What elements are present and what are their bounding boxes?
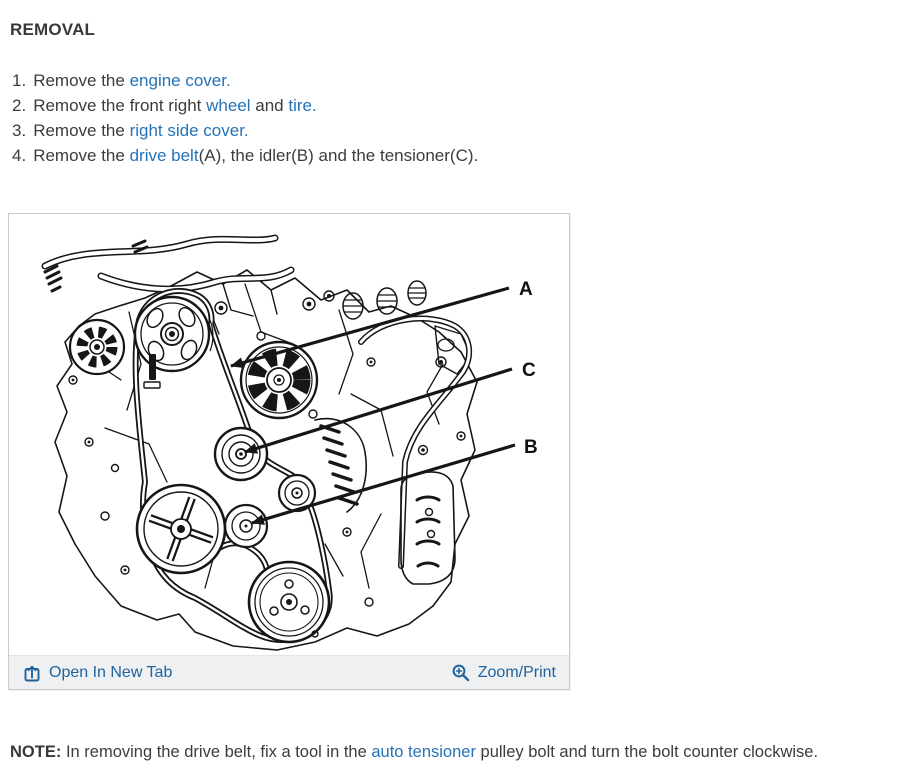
tire-link[interactable]: tire. xyxy=(288,96,317,115)
wheel-link[interactable]: wheel xyxy=(206,96,251,115)
heat-shield xyxy=(401,472,455,584)
step-text: Remove the xyxy=(33,146,130,165)
fan-pulley xyxy=(70,320,124,374)
crankshaft-pulley xyxy=(249,562,329,642)
note-body: pulley bolt and turn the bolt counter clockwise. xyxy=(475,743,819,761)
step-text: Remove the xyxy=(33,71,130,90)
step-number: 3. xyxy=(12,121,27,140)
zoom-print-link[interactable] xyxy=(451,663,556,683)
step-text: Remove the xyxy=(33,121,130,140)
step-number: 4. xyxy=(12,146,27,165)
label-c: C xyxy=(522,360,536,381)
note-body: In removing the drive belt, fix a tool in the xyxy=(65,743,372,761)
zoom-print-label: Zoom/Print xyxy=(477,663,556,681)
auto-tensioner-link[interactable]: auto tensioner xyxy=(371,743,476,761)
engine-diagram xyxy=(9,214,569,655)
label-a: A xyxy=(519,279,533,300)
step-text: and xyxy=(250,96,289,115)
right-side-cover-link[interactable]: right side cover. xyxy=(129,121,249,140)
figure-panel xyxy=(8,213,570,690)
compressor-pulley xyxy=(137,485,225,573)
idler-pulley xyxy=(225,505,267,547)
label-b: B xyxy=(524,437,538,458)
intake-details xyxy=(343,281,469,566)
open-in-new-tab-label: Open In New Tab xyxy=(49,663,173,681)
drive-belt-link[interactable]: drive belt xyxy=(129,146,199,165)
step-number: 2. xyxy=(12,96,27,115)
step-item-3 xyxy=(12,118,478,143)
step-text: (A), the idler(B) and the tensioner(C). xyxy=(198,146,479,165)
note-text xyxy=(10,743,818,762)
engine-cover-link[interactable]: engine cover. xyxy=(129,71,231,90)
tensioner-pulley xyxy=(215,428,267,480)
open-in-new-tab-link[interactable] xyxy=(22,663,172,683)
zoom-icon xyxy=(451,663,471,683)
figure-toolbar xyxy=(9,655,569,689)
step-item-1 xyxy=(12,68,478,93)
step-number: 1. xyxy=(12,71,27,90)
power-steering-pulley xyxy=(135,297,213,388)
step-item-4 xyxy=(12,143,478,168)
step-text: Remove the front right xyxy=(33,96,207,115)
removal-steps xyxy=(12,68,478,168)
step-item-2 xyxy=(12,93,478,118)
open-in-new-tab-icon xyxy=(22,663,42,683)
note-prefix: NOTE: xyxy=(10,743,62,761)
hoses xyxy=(45,238,291,291)
page-title: REMOVAL xyxy=(10,20,96,39)
